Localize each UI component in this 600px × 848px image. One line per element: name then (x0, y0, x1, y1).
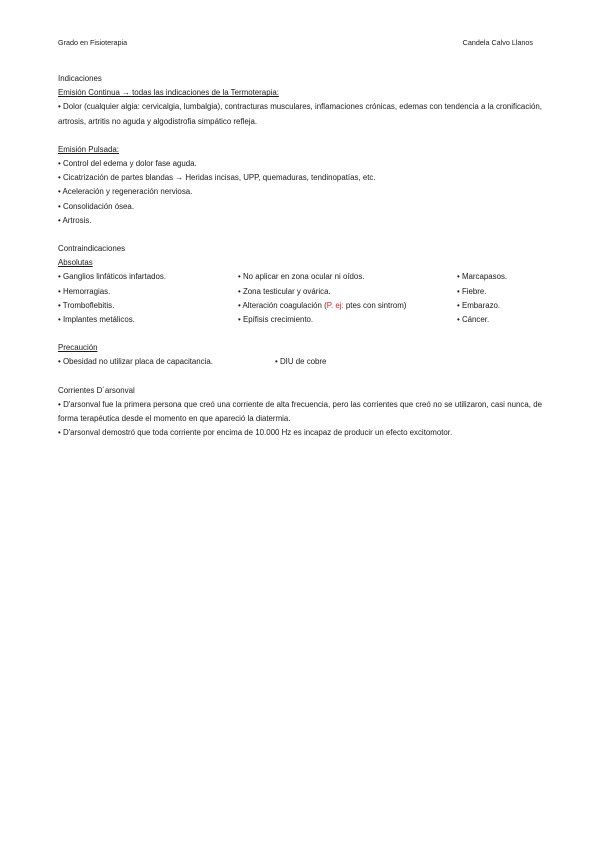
contraindicacion-item: • No aplicar en zona ocular ni oídos. (238, 272, 365, 282)
contraindicacion-item: • Embarazo. (457, 300, 501, 310)
pulsada-item: • Aceleración y regeneración nerviosa. (58, 187, 193, 197)
contraindicaciones-row (58, 313, 542, 327)
pulsada-item: • Artrosis. (58, 215, 92, 225)
document-body (58, 72, 542, 440)
continua-text: • Dolor (cualquier algia: cervicalgia, lumbalgia), contracturas musculares, inflamaciones crónicas, edemas con tendencia a la cronificación, artrosis, artritis no aguda y algodistrofia simpático refleja. (58, 102, 542, 126)
pulsada-item: • Control del edema y dolor fase aguda. (58, 159, 197, 169)
contraindicacion-item: • Tromboflebitis. (58, 300, 115, 310)
contraindicacion-item-coagulacion (238, 299, 457, 313)
contraindicacion-item: • Implantes metálicos. (58, 315, 135, 325)
header-course: Grado en Fisioterapia (58, 38, 128, 47)
precaucion-item: • DIU de cobre (275, 357, 327, 367)
pulsada-item: • Consolidación ósea. (58, 201, 135, 211)
pulsada-heading: Emisión Pulsada: (58, 144, 119, 154)
precaucion-row (58, 355, 542, 369)
contraindicacion-item: • Marcapasos. (457, 272, 508, 282)
contraindicacion-item: • Epífisis crecimiento. (238, 315, 314, 325)
indicaciones-title: Indicaciones (58, 74, 102, 83)
coagulacion-text-end: ptes con sintrom) (343, 300, 407, 310)
darsonval-item: • D'arsonval fue la primera persona que creó una corriente de alta frecuencia, pero las corrientes que creó no se utilizaron, casi nunca, de forma terapéutica desde el momento en que apareció la diatermia. (58, 399, 542, 424)
darsonval-title: Corrientes D´arsonval (58, 385, 135, 395)
continua-heading: Emisión Continua → todas las indicaciones de la Termoterapia: (58, 88, 279, 98)
darsonval-item: • D'arsonval demostró que toda corriente por encima de 10.000 Hz es incapaz de producir un efecto excitomotor. (58, 428, 453, 438)
precaucion-item: • Obesidad no utilizar placa de capacitancia. (58, 357, 213, 367)
example-highlight: P. ej: (326, 300, 344, 310)
contraindicaciones-row (58, 285, 542, 299)
contraindicacion-item: • Fiebre. (457, 286, 487, 296)
contraindicaciones-title: Contraindicaciones (58, 244, 126, 254)
contraindicacion-item: • Ganglios linfáticos infartados. (58, 272, 167, 282)
contraindicaciones-row (58, 299, 542, 313)
pulsada-item: • Cicatrización de partes blandas → Heridas incisas, UPP, quemaduras, tendinopatías, etc. (58, 173, 376, 183)
absolutas-heading: Absolutas (58, 258, 93, 268)
contraindicaciones-row (58, 270, 542, 284)
coagulacion-text: • Alteración coagulación ( (238, 300, 327, 310)
contraindicacion-item: • Cáncer. (457, 315, 490, 325)
contraindicacion-item: • Zona testicular y ovárica. (238, 286, 331, 296)
contraindicacion-item: • Hemorragias. (58, 286, 111, 296)
precaucion-heading: Precaución (58, 343, 98, 353)
header-author: Candela Calvo Llanos (462, 38, 533, 47)
